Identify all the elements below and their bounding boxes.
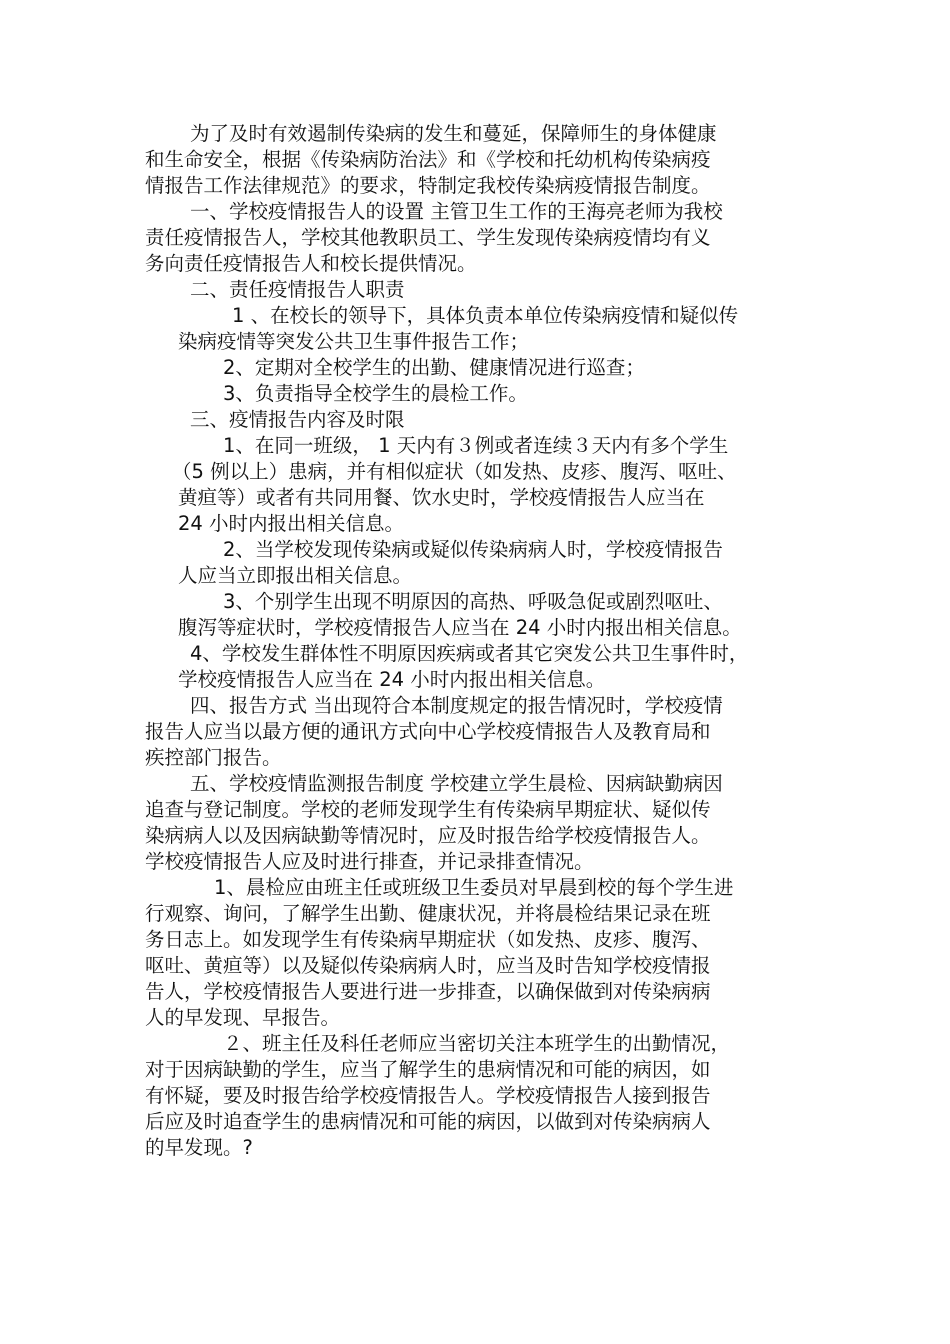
text-line: 五、学校疫情监测报告制度 学校建立学生晨检、因病缺勤病因 [190, 772, 723, 795]
text-line: 染病病人以及因病缺勤等情况时，应及时报告给学校疫情报告人。 [145, 824, 711, 847]
text-line: 报告人应当以最方便的通讯方式向中心学校疫情报告人及教育局和 [145, 720, 711, 743]
text-line: 四、报告方式 当出现符合本制度规定的报告情况时，学校疫情 [190, 694, 723, 717]
text-line: 呕吐、黄疸等）以及疑似传染病病人时，应当及时告知学校疫情报 [145, 954, 711, 977]
text-line: ２、班主任及科任老师应当密切关注本班学生的出勤情况， [223, 1032, 731, 1055]
text-line: 二、责任疫情报告人职责 [190, 278, 405, 301]
text-line: 情报告工作法律规范》的要求，特制定我校传染病疫情报告制度。 [145, 174, 711, 197]
text-line: 有怀疑，要及时报告给学校疫情报告人。学校疫情报告人接到报告 [145, 1084, 711, 1107]
text-line: 务日志上。如发现学生有传染病早期症状（如发热、皮疹、腹泻、 [145, 928, 711, 951]
text-line: 3、负责指导全校学生的晨检工作。 [223, 382, 528, 405]
text-line: 24 小时内报出相关信息。 [178, 512, 405, 535]
text-line: 2、定期对全校学生的出勤、健康情况进行巡查； [223, 356, 645, 379]
text-line: （5 例以上）患病，并有相似症状（如发热、皮疹、腹泻、呕吐、 [172, 460, 737, 483]
text-line: 黄疸等）或者有共同用餐、饮水史时，学校疫情报告人应当在 [178, 486, 705, 509]
text-line: 1、在同一班级， 1 天内有３例或者连续３天内有多个学生 [223, 434, 729, 457]
text-line: 三、疫情报告内容及时限 [190, 408, 405, 431]
text-line: 1 、在校长的领导下，具体负责本单位传染病疫情和疑似传 [232, 304, 739, 327]
text-line: 追查与登记制度。学校的老师发现学生有传染病早期症状、疑似传 [145, 798, 711, 821]
text-line: 疾控部门报告。 [145, 746, 282, 769]
text-line: 后应及时追查学生的患病情况和可能的病因，以做到对传染病病人 [145, 1110, 711, 1133]
text-line: 对于因病缺勤的学生，应当了解学生的患病情况和可能的病因，如 [145, 1058, 711, 1081]
text-line: 腹泻等症状时，学校疫情报告人应当在 24 小时内报出相关信息。 [178, 616, 742, 639]
text-line: 1、晨检应由班主任或班级卫生委员对早晨到校的每个学生进 [214, 876, 734, 899]
text-line: 学校疫情报告人应当在 24 小时内报出相关信息。 [178, 668, 606, 691]
text-line: 染病疫情等突发公共卫生事件报告工作； [178, 330, 530, 353]
text-line: 的早发现。? [145, 1136, 253, 1159]
text-line: 和生命安全，根据《传染病防治法》和《学校和托幼机构传染病疫 [145, 148, 711, 171]
text-line: 3、个别学生出现不明原因的高热、呼吸急促或剧烈呕吐、 [223, 590, 723, 613]
text-line: 人的早发现、早报告。 [145, 1006, 341, 1029]
text-line: 告人，学校疫情报告人要进行进一步排查，以确保做到对传染病病 [145, 980, 711, 1003]
text-line: 人应当立即报出相关信息。 [178, 564, 413, 587]
text-line: 行观察、询问，了解学生出勤、健康状况，并将晨检结果记录在班 [145, 902, 711, 925]
text-line: 务向责任疫情报告人和校长提供情况。 [145, 252, 477, 275]
text-line: 2、当学校发现传染病或疑似传染病病人时，学校疫情报告 [223, 538, 723, 561]
text-line: 责任疫情报告人，学校其他教职员工、学生发现传染病疫情均有义 [145, 226, 711, 249]
text-line: 为了及时有效遏制传染病的发生和蔓延，保障师生的身体健康 [190, 122, 717, 145]
text-line: 4、学校发生群体性不明原因疾病或者其它突发公共卫生事件时， [190, 642, 749, 665]
text-line: 一、学校疫情报告人的设置 主管卫生工作的王海亮老师为我校 [190, 200, 723, 223]
text-line: 学校疫情报告人应及时进行排查，并记录排查情况。 [145, 850, 594, 873]
